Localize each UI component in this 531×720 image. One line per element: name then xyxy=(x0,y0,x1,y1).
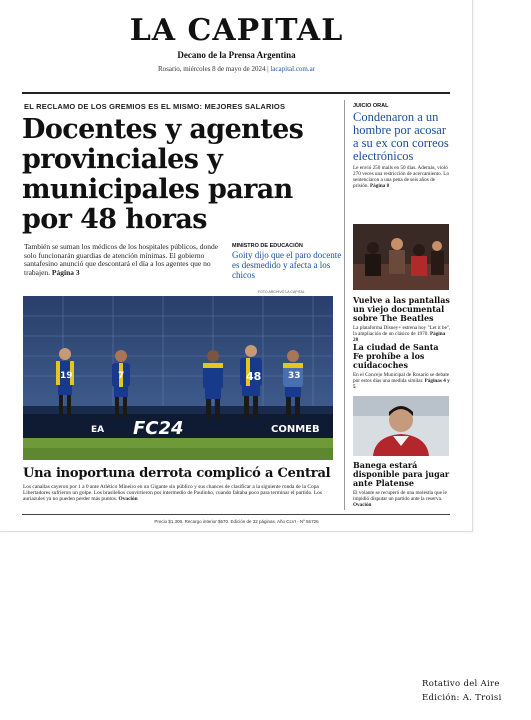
story-text-body: Le envió 250 mails en 50 días. Además, violó 270 veces una restricción de acercamiento. Lo sentenciaron a una pena de seis años de prisión. xyxy=(353,165,450,189)
sidebar-story-2[interactable] xyxy=(353,296,451,343)
main-kicker: EL RECLAMO DE LOS GREMIOS ES EL MISMO: MEJORES SALARIOS xyxy=(24,102,286,111)
banner-right-text: CONMEB xyxy=(271,424,320,435)
beatles-photo xyxy=(353,224,449,290)
jersey-number: 7 xyxy=(118,371,125,381)
story-text xyxy=(353,372,451,390)
jersey-number: 48 xyxy=(246,370,262,383)
story-headline[interactable]: Banega estará disponible para jugar ante Platense xyxy=(353,460,450,488)
main-side-note xyxy=(232,243,344,280)
newspaper-title: LA CAPITAL xyxy=(129,13,344,48)
banega-illustration xyxy=(353,396,449,456)
photo-story-page: Ovación xyxy=(118,496,138,503)
beatles-illustration xyxy=(353,224,449,290)
story-text xyxy=(353,490,451,508)
story-text xyxy=(353,165,451,189)
photo-headline[interactable]: Una inoportuna derrota complicó a Central xyxy=(23,466,331,481)
masthead-rule xyxy=(22,92,450,94)
jersey-number: 19 xyxy=(60,371,73,381)
story-page: Página 8 xyxy=(370,183,390,189)
photo-story xyxy=(23,484,333,503)
banner-left-text: EA xyxy=(91,425,105,435)
story-page: Página 28 xyxy=(353,331,446,343)
price-footer: Precio $1.300. Recargo interior $670. Edición de 32 páginas. Año CLVI - Nº 56726 xyxy=(154,519,319,524)
story-headline[interactable]: La ciudad de Santa Fe prohíbe a los cuidacoches xyxy=(353,342,439,370)
story-page: Páginas 4 y 5 xyxy=(353,378,450,390)
date-separator: | xyxy=(267,65,271,73)
banega-photo xyxy=(353,396,449,456)
main-side-tag: MINISTRO DE EDUCACIÓN xyxy=(232,243,303,249)
story-text xyxy=(353,325,451,343)
story-page: Ovación xyxy=(353,502,372,508)
sidebar-story-3[interactable] xyxy=(353,343,451,390)
photo-credit: FOTO ARCHIVO LA CAPITAL xyxy=(258,290,305,294)
main-lead-page: Página 3 xyxy=(51,267,80,277)
story-text-body: La plataforma Disney+ estrena hoy "Let it be", la ampliación de un clásico de 1970. xyxy=(353,325,451,337)
masthead xyxy=(0,14,473,73)
main-side-headline[interactable]: Goity dijo que el paro docente es desmedido y afecta a los chicos xyxy=(232,250,342,280)
main-headline[interactable]: Docentes y agentes provinciales y municipales paran por 48 horas xyxy=(22,114,304,235)
column-divider xyxy=(344,100,345,510)
story-headline[interactable]: Condenaron a un hombre por acosar a su ex con correos electrónicos xyxy=(353,110,449,163)
sidebar-story-1[interactable] xyxy=(353,103,451,189)
main-lead-text: También se suman los médicos de los hospitales públicos, donde solo funcionarán guardias de atención mínimas. El gobierno santafesino anunció que descontará el día a los agentes que no trabajen. xyxy=(24,242,219,277)
story-text-body: El volante se recuperó de una molestia que le impidió disputar un partido ante la reserva. xyxy=(353,490,447,502)
edition-date-line xyxy=(0,65,473,73)
story-text-body: En el Concejo Municipal de Rosario se debate por estos días una medida similar. xyxy=(353,372,450,384)
football-scene-illustration xyxy=(23,296,333,460)
sidebar-story-4[interactable] xyxy=(353,461,451,508)
main-lead xyxy=(24,243,224,277)
caption-line-2: Edición: A. Troisi xyxy=(422,693,502,703)
jersey-number: 33 xyxy=(288,371,301,381)
edition-date: Rosario, miércoles 8 de mayo de 2024 xyxy=(157,65,266,73)
story-tag: JUICIO ORAL xyxy=(353,103,389,109)
footer-rule xyxy=(22,514,450,515)
story-headline[interactable]: Vuelve a las pantallas un viejo documental sobre The Beatles xyxy=(353,295,450,323)
caption-line-1: Rotativo del Aire xyxy=(422,679,500,689)
website-link[interactable]: lacapital.com.ar xyxy=(270,65,316,73)
football-photo xyxy=(23,296,333,460)
photo-story-text: Los canallas cayeron por 1 a 0 ante Atlético Mineiro en un Gigante sin público y sus chances de clasificar a la siguiente ronda de la Copa Libertadores sufrieron un golpe. Los brasileños convirtieron por intermedio de Paulinho, cuando faltaba poco para terminar el partido. Los auriazules ya no pueden perder más puntos. xyxy=(23,484,322,503)
newspaper-subtitle: Decano de la Prensa Argentina xyxy=(177,50,296,60)
banner-text: FC24 xyxy=(133,418,184,439)
